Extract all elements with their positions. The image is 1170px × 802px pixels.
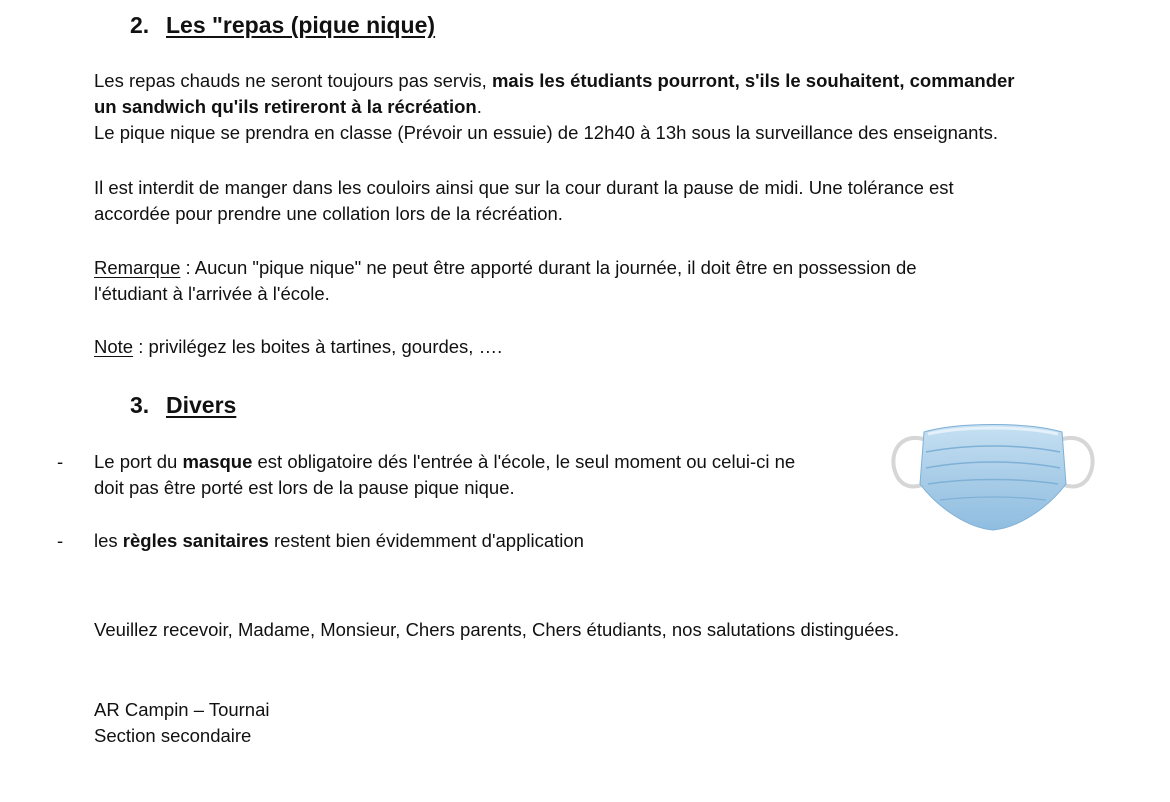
closing-text: Veuillez recevoir, Madame, Monsieur, Chers parents, Chers étudiants, nos salutations distinguées. — [94, 619, 900, 640]
remark-paragraph — [94, 255, 917, 307]
section-2-number: 2. — [130, 12, 150, 38]
corridor-paragraph — [94, 175, 954, 227]
sanitary-bullet-bold: règles sanitaires — [122, 530, 269, 551]
remark-text-2: l'étudiant à l'arrivée à l'école. — [94, 283, 330, 304]
sanitary-bullet-pre: les — [94, 530, 123, 551]
section-3-number: 3. — [130, 392, 150, 418]
remark-label: Remarque — [94, 257, 181, 278]
sanitary-bullet-post: restent bien évidemment d'application — [268, 530, 584, 551]
note-text: : privilégez les boites à tartines, gourdes, …. — [133, 336, 503, 357]
mask-body — [920, 425, 1066, 531]
meals-text-1: Les repas chauds ne seront toujours pas servis, — [94, 70, 492, 91]
section-3-heading — [130, 392, 236, 419]
mask-bullet-post: est obligatoire dés l'entrée à l'école, le seul moment ou celui-ci ne — [252, 451, 796, 472]
mask-bullet-bold: masque — [182, 451, 253, 472]
sanitary-bullet — [94, 528, 584, 554]
note-paragraph — [94, 334, 502, 360]
mask-bullet — [94, 449, 795, 501]
picnic-text: Le pique nique se prendra en classe (Prévoir un essuie) de 12h40 à 13h sous la surveillance des enseignants. — [94, 122, 998, 143]
section-2-heading — [130, 12, 435, 39]
meals-text-2-end: . — [476, 96, 482, 117]
corridor-text-1: Il est interdit de manger dans les couloirs ainsi que sur la cour durant la pause de midi. Une tolérance est — [94, 177, 954, 198]
corridor-text-2: accordée pour prendre une collation lors de la récréation. — [94, 203, 563, 224]
section-3-title: Divers — [166, 392, 237, 418]
remark-text-1: : Aucun "pique nique" ne peut être apporté durant la journée, il doit être en possession de — [180, 257, 917, 278]
signature-school: AR Campin – Tournai — [94, 699, 270, 720]
bullet-marker-2: - — [57, 530, 64, 551]
closing-paragraph — [94, 617, 899, 643]
meals-text-2-bold: un sandwich qu'ils retireront à la récréation — [94, 96, 477, 117]
meals-paragraph — [94, 68, 1015, 146]
mask-bullet-line-2: doit pas être porté est lors de la pause pique nique. — [94, 477, 515, 498]
meals-text-1-bold: mais les étudiants pourront, s'ils le souhaitent, commander — [491, 70, 1015, 91]
signature-section: Section secondaire — [94, 725, 252, 746]
section-2-title: Les "repas (pique nique) — [166, 12, 436, 38]
bullet-marker-1: - — [57, 451, 64, 472]
note-label: Note — [94, 336, 134, 357]
signature-block — [94, 697, 270, 749]
face-mask-image — [888, 418, 1098, 536]
mask-bullet-pre: Le port du — [94, 451, 183, 472]
